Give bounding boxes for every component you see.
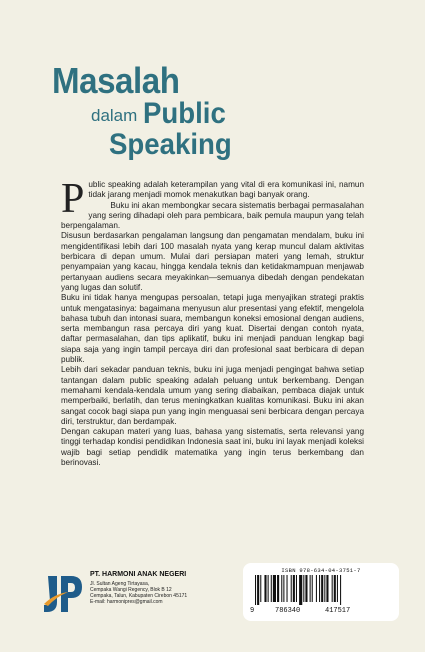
synopsis-paragraph-2: Buku ini akan membongkar secara sistematis berbagai permasalahan yang sering dihadapi oleh para pembicara, baik pemula maupun yang telah berpengalaman. bbox=[61, 200, 364, 231]
barcode-bar bbox=[264, 575, 266, 602]
barcode-bar bbox=[293, 575, 295, 602]
barcode-bar bbox=[316, 575, 317, 602]
isbn-barcode bbox=[243, 563, 399, 621]
barcode-bars bbox=[253, 575, 389, 605]
synopsis-paragraph-3: Disusun berdasarkan pengalaman langsung dan pengamatan mendalam, buku ini mengidentifikasi lebih dari 100 masalah nyata yang kerap muncul dalam aktivitas berbicara di depan umum. Mulai dari persiapan materi yang lemah, struktur penyampaian yang kacau, hingga kendala teknis dan ketidakmampuan menjawab pertanyaan audiens secara meyakinkan—semuanya dibedah dengan pendekatan yang lugas dan solutif. bbox=[61, 231, 364, 292]
barcode-bar bbox=[257, 575, 259, 605]
barcode-bar bbox=[310, 575, 311, 602]
barcode-bar bbox=[340, 575, 341, 605]
barcode-bar bbox=[287, 575, 288, 602]
barcode-bar bbox=[326, 575, 328, 602]
barcode-bar bbox=[268, 575, 269, 602]
barcode-bar bbox=[273, 575, 276, 602]
barcode-bar bbox=[277, 575, 279, 602]
barcode-bar bbox=[324, 575, 325, 602]
title-word-public: Public bbox=[143, 97, 226, 130]
barcode-bar bbox=[296, 575, 297, 602]
barcode-bar bbox=[334, 575, 336, 602]
barcode-bar bbox=[283, 575, 284, 602]
synopsis-paragraph-1-text: ublic speaking adalah keterampilan yang vital di era komunikasi ini, namun tidak jarang menjadi momok menakutkan bagi banyak orang. bbox=[88, 180, 364, 200]
barcode-digit-first: 9 bbox=[250, 607, 255, 615]
barcode-bar bbox=[337, 575, 338, 602]
publisher-address-line: Jl. Sultan Ageng Tirtayasa, bbox=[90, 581, 150, 587]
barcode-bar bbox=[321, 575, 323, 602]
barcode-digit-group-2: 417517 bbox=[325, 607, 351, 615]
barcode-bar bbox=[255, 575, 256, 605]
barcode-bar bbox=[305, 575, 307, 602]
barcode-bar bbox=[299, 575, 302, 605]
title-line-speaking: Speaking bbox=[109, 128, 232, 161]
synopsis-text bbox=[61, 176, 364, 468]
drop-cap: P bbox=[61, 176, 85, 222]
barcode-bar bbox=[312, 575, 313, 602]
publisher-email: E-mail: harmonipres@gmail.com bbox=[90, 599, 163, 605]
barcode-bar bbox=[303, 575, 304, 602]
synopsis-paragraph-6: Dengan cakupan materi yang luas, bahasa yang sistematis, serta relevansi yang tinggi terhadap kondisi pendidikan Indonesia saat ini, buku ini layak menjadi koleksi wajib bagi setiap pendidik matematika yang ingin terus berkembang dan berinovasi. bbox=[61, 427, 364, 468]
synopsis-paragraph-4: Buku ini tidak hanya mengupas persoalan, tetapi juga menyajikan strategi praktis untuk mengatasinya: bagaimana menyusun alur presentasi yang efektif, mengelola bahasa tubuh dan intonasi suara, membangun koneksi emosional dengan audiens, serta membangun rasa percaya diri yang kuat. Disertai dengan contoh nyata, daftar permasalahan, dan tips aplikatif, buku ini menjadi panduan lengkap bagi siapa saja yang ingin tampil percaya diri dan profesional saat berbicara di depan publik. bbox=[61, 293, 364, 365]
publisher-address bbox=[90, 581, 240, 605]
synopsis-paragraph-5: Lebih dari sekadar panduan teknis, buku ini juga menjadi pengingat bahwa setiap tantangan dalam public speaking adalah peluang untuk berkembang. Dengan memahami kendala-kendala umum yang sering diabaikan, pembaca diajak untuk memperbaiki, berlatih, dan terus meningkatkan kualitas komunikasi. Buku ini akan sangat cocok bagi siapa pun yang ingin menguasai seni berbicara dengan percaya diri, terstruktur, dan berdampak. bbox=[61, 365, 364, 426]
barcode-bar bbox=[271, 575, 272, 602]
publisher-block bbox=[42, 570, 232, 616]
barcode-bar bbox=[281, 575, 282, 602]
title-line-masalah: Masalah bbox=[52, 60, 180, 101]
title-word-dalam: dalam bbox=[91, 106, 138, 125]
publisher-name: PT. HARMONI ANAK NEGERI bbox=[90, 571, 187, 578]
isbn-label: ISBN 978-634-04-3751-7 bbox=[281, 567, 361, 574]
barcode-bar bbox=[260, 575, 261, 602]
publisher-address-line: Cempaka Wangi Regency, Blok B 12 bbox=[90, 587, 172, 593]
barcode-bar bbox=[319, 575, 320, 602]
hp-publisher-logo-icon bbox=[42, 572, 86, 616]
barcode-bar bbox=[332, 575, 333, 602]
publisher-address-line: Cempaka, Talun, Kabupaten Cirebon 45171 bbox=[90, 593, 188, 599]
barcode-digit-group-1: 786340 bbox=[275, 607, 301, 615]
barcode-bar bbox=[291, 575, 292, 602]
